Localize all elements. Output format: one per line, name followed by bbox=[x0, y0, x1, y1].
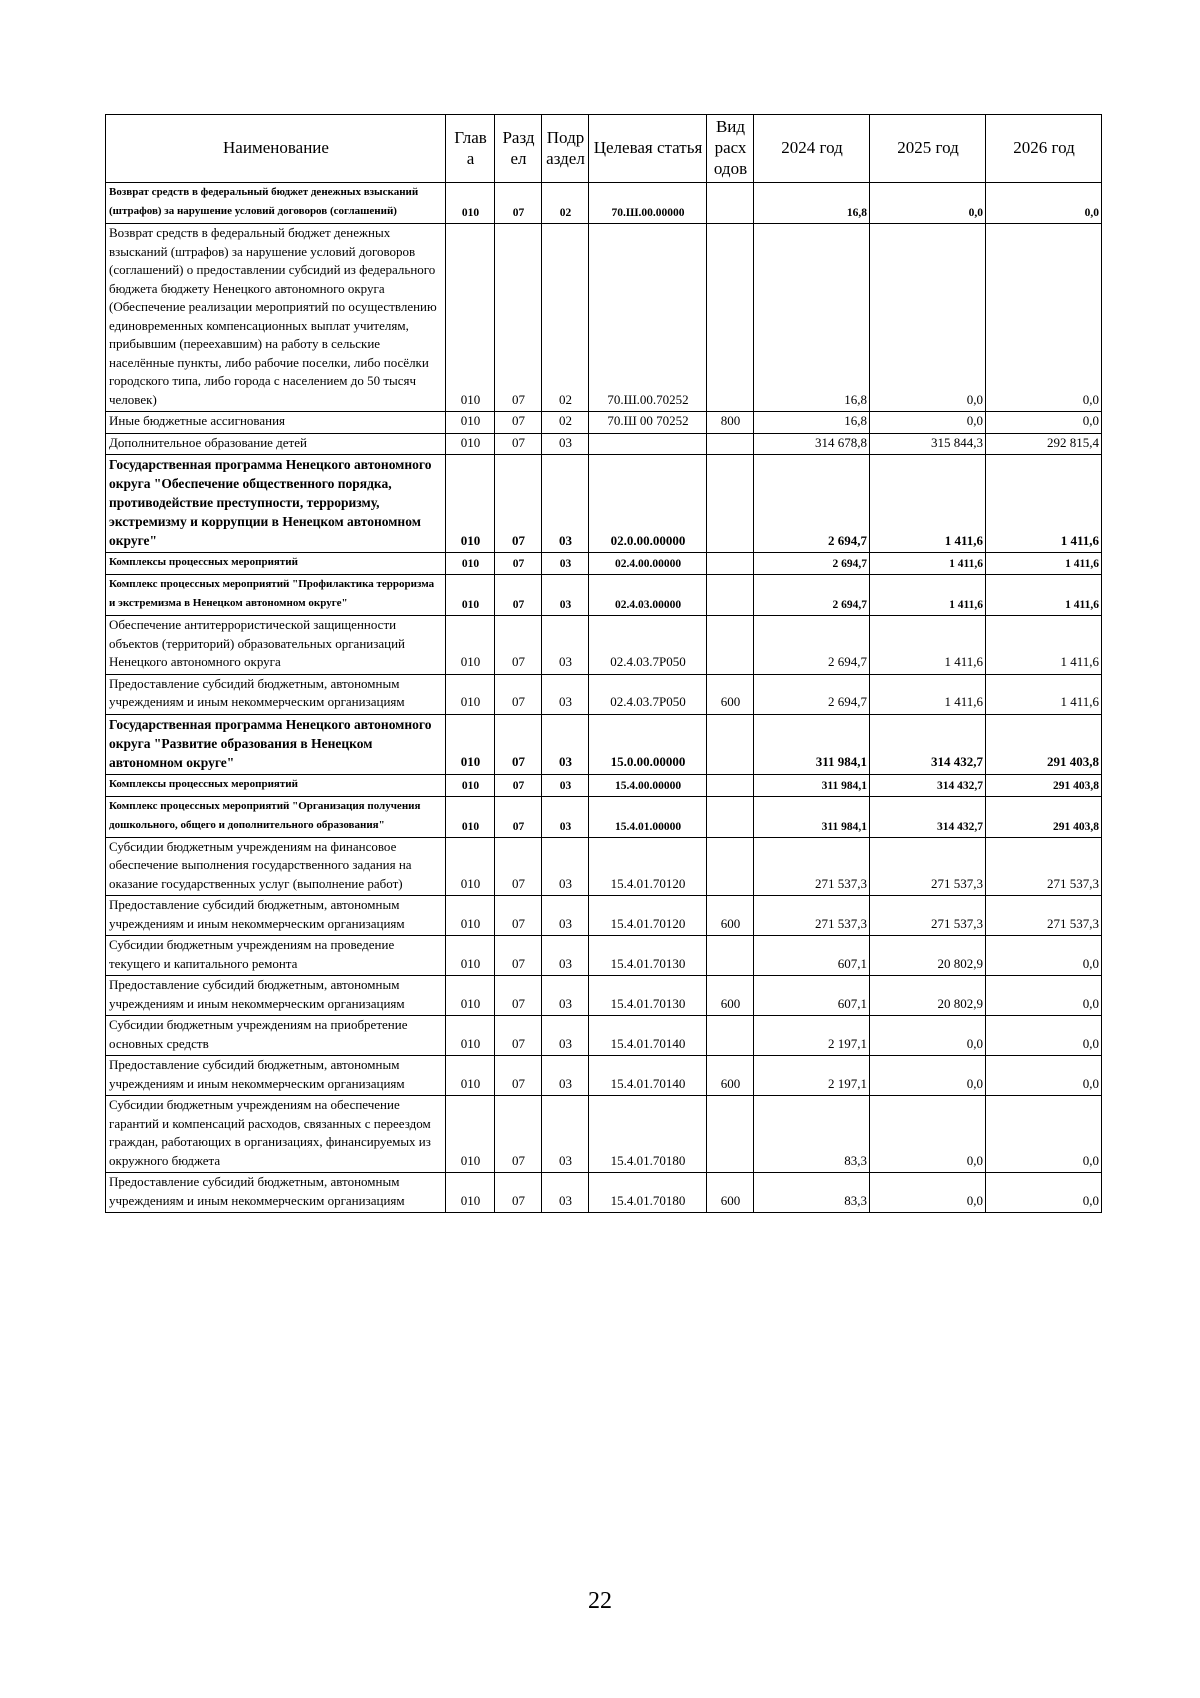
cell-statya: 02.4.03.00000 bbox=[589, 575, 707, 616]
cell-2026: 0,0 bbox=[986, 1016, 1102, 1056]
page-number: 22 bbox=[588, 1588, 612, 1614]
table-row bbox=[106, 183, 1102, 224]
cell-podrazdel: 03 bbox=[542, 1173, 589, 1213]
header-2025: 2025 год bbox=[870, 115, 986, 183]
cell-2024: 2 694,7 bbox=[754, 575, 870, 616]
cell-podrazdel: 03 bbox=[542, 1016, 589, 1056]
cell-razdel: 07 bbox=[495, 183, 542, 224]
cell-vid bbox=[707, 774, 754, 796]
cell-2025: 271 537,3 bbox=[870, 837, 986, 896]
header-razdel: Разд ел bbox=[495, 115, 542, 183]
cell-2025: 315 844,3 bbox=[870, 433, 986, 455]
table-row bbox=[106, 455, 1102, 553]
cell-glava: 010 bbox=[446, 714, 495, 774]
cell-podrazdel: 03 bbox=[542, 553, 589, 575]
table-row bbox=[106, 936, 1102, 976]
cell-name: Предоставление субсидий бюджетным, автономным учреждениям и иным некоммерческим организациям bbox=[106, 674, 446, 714]
cell-2024: 2 197,1 bbox=[754, 1056, 870, 1096]
cell-vid: 600 bbox=[707, 1173, 754, 1213]
cell-vid bbox=[707, 796, 754, 837]
cell-glava: 010 bbox=[446, 896, 495, 936]
cell-vid: 600 bbox=[707, 976, 754, 1016]
cell-glava: 010 bbox=[446, 183, 495, 224]
cell-podrazdel: 02 bbox=[542, 183, 589, 224]
table-row bbox=[106, 224, 1102, 412]
table-row bbox=[106, 1016, 1102, 1056]
cell-2025: 314 432,7 bbox=[870, 796, 986, 837]
cell-name: Комплекс процессных мероприятий "Организация получения дошкольного, общего и дополнительного образования" bbox=[106, 796, 446, 837]
cell-name: Предоставление субсидий бюджетным, автономным учреждениям и иным некоммерческим организациям bbox=[106, 976, 446, 1016]
cell-2025: 20 802,9 bbox=[870, 936, 986, 976]
cell-2026: 0,0 bbox=[986, 976, 1102, 1016]
table-row bbox=[106, 412, 1102, 434]
cell-2026: 1 411,6 bbox=[986, 553, 1102, 575]
table-row bbox=[106, 433, 1102, 455]
cell-vid bbox=[707, 1016, 754, 1056]
cell-2026: 0,0 bbox=[986, 936, 1102, 976]
cell-2024: 16,8 bbox=[754, 224, 870, 412]
cell-name: Предоставление субсидий бюджетным, автономным учреждениям и иным некоммерческим организациям bbox=[106, 896, 446, 936]
cell-razdel: 07 bbox=[495, 224, 542, 412]
cell-name: Государственная программа Ненецкого автономного округа "Развитие образования в Ненецком автономном округе" bbox=[106, 714, 446, 774]
cell-razdel: 07 bbox=[495, 412, 542, 434]
cell-razdel: 07 bbox=[495, 674, 542, 714]
cell-glava: 010 bbox=[446, 774, 495, 796]
cell-2026: 0,0 bbox=[986, 1096, 1102, 1173]
header-name: Наименование bbox=[106, 115, 446, 183]
cell-glava: 010 bbox=[446, 616, 495, 675]
cell-2026: 1 411,6 bbox=[986, 455, 1102, 553]
cell-razdel: 07 bbox=[495, 1016, 542, 1056]
cell-name: Государственная программа Ненецкого автономного округа "Обеспечение общественного порядка, противодействие преступности, терроризму, экстремизму и коррупции в Ненецком автономном округе" bbox=[106, 455, 446, 553]
cell-name: Субсидии бюджетным учреждениям на обеспечение гарантий и компенсаций расходов, связанных с переездом граждан, работающих в организациях, финансируемых из окружного бюджета bbox=[106, 1096, 446, 1173]
budget-table bbox=[105, 114, 1102, 1213]
cell-2026: 1 411,6 bbox=[986, 674, 1102, 714]
cell-name: Возврат средств в федеральный бюджет денежных взысканий (штрафов) за нарушение условий договоров (соглашений) о предоставлении субсидий из федерального бюджета бюджету Ненецкого автономного округа (Обеспечение реализации мероприятий по осуществлению единовременных компенсационных выплат учителям, прибывшим (переехавшим) на работу в сельские населённые пункты, либо рабочие поселки, либо посёлки городского типа, либо города с населением до 50 тысяч человек) bbox=[106, 224, 446, 412]
cell-vid bbox=[707, 183, 754, 224]
cell-statya: 70.Ш.00.00000 bbox=[589, 183, 707, 224]
cell-podrazdel: 02 bbox=[542, 412, 589, 434]
cell-2026: 0,0 bbox=[986, 224, 1102, 412]
cell-glava: 010 bbox=[446, 224, 495, 412]
cell-2024: 311 984,1 bbox=[754, 774, 870, 796]
cell-razdel: 07 bbox=[495, 796, 542, 837]
cell-glava: 010 bbox=[446, 936, 495, 976]
table-row bbox=[106, 1056, 1102, 1096]
cell-vid: 600 bbox=[707, 674, 754, 714]
cell-statya: 02.4.03.7Р050 bbox=[589, 616, 707, 675]
cell-name: Субсидии бюджетным учреждениям на финансовое обеспечение выполнения государственного задания на оказание государственных услуг (выполнение работ) bbox=[106, 837, 446, 896]
cell-2025: 1 411,6 bbox=[870, 553, 986, 575]
cell-2024: 2 694,7 bbox=[754, 674, 870, 714]
cell-vid bbox=[707, 1096, 754, 1173]
cell-vid bbox=[707, 714, 754, 774]
cell-vid bbox=[707, 616, 754, 675]
cell-vid bbox=[707, 224, 754, 412]
cell-name: Предоставление субсидий бюджетным, автономным учреждениям и иным некоммерческим организациям bbox=[106, 1173, 446, 1213]
cell-2026: 292 815,4 bbox=[986, 433, 1102, 455]
cell-2025: 0,0 bbox=[870, 1096, 986, 1173]
header-2024: 2024 год bbox=[754, 115, 870, 183]
cell-2025: 314 432,7 bbox=[870, 714, 986, 774]
cell-name: Возврат средств в федеральный бюджет денежных взысканий (штрафов) за нарушение условий договоров (соглашений) bbox=[106, 183, 446, 224]
cell-2024: 2 694,7 bbox=[754, 455, 870, 553]
cell-2024: 607,1 bbox=[754, 936, 870, 976]
cell-glava: 010 bbox=[446, 976, 495, 1016]
cell-razdel: 07 bbox=[495, 774, 542, 796]
cell-statya: 15.4.01.00000 bbox=[589, 796, 707, 837]
cell-statya: 15.4.01.70120 bbox=[589, 837, 707, 896]
cell-statya: 02.4.00.00000 bbox=[589, 553, 707, 575]
cell-podrazdel: 03 bbox=[542, 674, 589, 714]
cell-2025: 1 411,6 bbox=[870, 616, 986, 675]
cell-2024: 311 984,1 bbox=[754, 796, 870, 837]
cell-2025: 20 802,9 bbox=[870, 976, 986, 1016]
cell-2025: 0,0 bbox=[870, 412, 986, 434]
cell-statya: 15.4.01.70140 bbox=[589, 1016, 707, 1056]
cell-2024: 271 537,3 bbox=[754, 896, 870, 936]
table-row bbox=[106, 674, 1102, 714]
cell-statya: 15.4.01.70180 bbox=[589, 1096, 707, 1173]
cell-razdel: 07 bbox=[495, 1056, 542, 1096]
cell-name: Комплексы процессных мероприятий bbox=[106, 774, 446, 796]
cell-vid bbox=[707, 837, 754, 896]
cell-glava: 010 bbox=[446, 553, 495, 575]
cell-2025: 0,0 bbox=[870, 1173, 986, 1213]
cell-statya: 15.4.01.70120 bbox=[589, 896, 707, 936]
cell-statya: 15.4.01.70140 bbox=[589, 1056, 707, 1096]
cell-vid bbox=[707, 553, 754, 575]
cell-2025: 314 432,7 bbox=[870, 774, 986, 796]
cell-razdel: 07 bbox=[495, 433, 542, 455]
cell-2026: 1 411,6 bbox=[986, 575, 1102, 616]
cell-podrazdel: 03 bbox=[542, 796, 589, 837]
table-header-row bbox=[106, 115, 1102, 183]
table-row bbox=[106, 837, 1102, 896]
cell-glava: 010 bbox=[446, 575, 495, 616]
cell-2026: 0,0 bbox=[986, 1173, 1102, 1213]
cell-2025: 1 411,6 bbox=[870, 575, 986, 616]
cell-vid bbox=[707, 455, 754, 553]
cell-podrazdel: 03 bbox=[542, 896, 589, 936]
cell-2025: 0,0 bbox=[870, 224, 986, 412]
header-podrazdel: Подр аздел bbox=[542, 115, 589, 183]
cell-razdel: 07 bbox=[495, 575, 542, 616]
cell-razdel: 07 bbox=[495, 837, 542, 896]
cell-2025: 1 411,6 bbox=[870, 674, 986, 714]
table-row bbox=[106, 896, 1102, 936]
cell-statya: 70.Ш.00.70252 bbox=[589, 224, 707, 412]
header-glava: Глав а bbox=[446, 115, 495, 183]
cell-statya: 70.Ш 00 70252 bbox=[589, 412, 707, 434]
cell-2026: 271 537,3 bbox=[986, 896, 1102, 936]
cell-podrazdel: 03 bbox=[542, 1096, 589, 1173]
cell-podrazdel: 03 bbox=[542, 774, 589, 796]
table-row bbox=[106, 976, 1102, 1016]
cell-2026: 271 537,3 bbox=[986, 837, 1102, 896]
table-row bbox=[106, 553, 1102, 575]
cell-glava: 010 bbox=[446, 674, 495, 714]
cell-2026: 0,0 bbox=[986, 412, 1102, 434]
table-row bbox=[106, 1173, 1102, 1213]
cell-name: Обеспечение антитеррористической защищенности объектов (территорий) образовательных организаций Ненецкого автономного округа bbox=[106, 616, 446, 675]
cell-2025: 271 537,3 bbox=[870, 896, 986, 936]
cell-glava: 010 bbox=[446, 1016, 495, 1056]
cell-vid: 600 bbox=[707, 896, 754, 936]
table-row bbox=[106, 575, 1102, 616]
cell-2025: 0,0 bbox=[870, 1056, 986, 1096]
cell-2024: 311 984,1 bbox=[754, 714, 870, 774]
cell-name: Дополнительное образование детей bbox=[106, 433, 446, 455]
cell-name: Комплексы процессных мероприятий bbox=[106, 553, 446, 575]
cell-statya: 15.4.01.70130 bbox=[589, 976, 707, 1016]
cell-razdel: 07 bbox=[495, 714, 542, 774]
table-row bbox=[106, 796, 1102, 837]
cell-glava: 010 bbox=[446, 412, 495, 434]
cell-podrazdel: 03 bbox=[542, 1056, 589, 1096]
cell-vid: 800 bbox=[707, 412, 754, 434]
cell-name: Комплекс процессных мероприятий "Профилактика терроризма и экстремизма в Ненецком автономном округе" bbox=[106, 575, 446, 616]
cell-2025: 0,0 bbox=[870, 1016, 986, 1056]
cell-glava: 010 bbox=[446, 1096, 495, 1173]
cell-2024: 16,8 bbox=[754, 412, 870, 434]
cell-razdel: 07 bbox=[495, 1096, 542, 1173]
cell-name: Предоставление субсидий бюджетным, автономным учреждениям и иным некоммерческим организациям bbox=[106, 1056, 446, 1096]
cell-2024: 607,1 bbox=[754, 976, 870, 1016]
header-vid: Вид расх одов bbox=[707, 115, 754, 183]
table-row bbox=[106, 616, 1102, 675]
cell-2026: 291 403,8 bbox=[986, 714, 1102, 774]
cell-razdel: 07 bbox=[495, 1173, 542, 1213]
cell-podrazdel: 03 bbox=[542, 976, 589, 1016]
cell-2024: 83,3 bbox=[754, 1096, 870, 1173]
cell-2024: 314 678,8 bbox=[754, 433, 870, 455]
cell-vid bbox=[707, 433, 754, 455]
cell-glava: 010 bbox=[446, 455, 495, 553]
header-statya: Целевая статья bbox=[589, 115, 707, 183]
cell-vid bbox=[707, 575, 754, 616]
cell-podrazdel: 03 bbox=[542, 714, 589, 774]
cell-statya bbox=[589, 433, 707, 455]
cell-2025: 0,0 bbox=[870, 183, 986, 224]
cell-podrazdel: 03 bbox=[542, 837, 589, 896]
cell-statya: 02.4.03.7Р050 bbox=[589, 674, 707, 714]
cell-name: Иные бюджетные ассигнования bbox=[106, 412, 446, 434]
cell-glava: 010 bbox=[446, 1173, 495, 1213]
cell-2024: 2 197,1 bbox=[754, 1016, 870, 1056]
cell-2026: 0,0 bbox=[986, 1056, 1102, 1096]
cell-2024: 2 694,7 bbox=[754, 553, 870, 575]
header-2026: 2026 год bbox=[986, 115, 1102, 183]
cell-glava: 010 bbox=[446, 837, 495, 896]
cell-podrazdel: 03 bbox=[542, 455, 589, 553]
cell-statya: 15.4.01.70180 bbox=[589, 1173, 707, 1213]
cell-2024: 271 537,3 bbox=[754, 837, 870, 896]
table-row bbox=[106, 714, 1102, 774]
cell-name: Субсидии бюджетным учреждениям на приобретение основных средств bbox=[106, 1016, 446, 1056]
cell-glava: 010 bbox=[446, 796, 495, 837]
cell-2025: 1 411,6 bbox=[870, 455, 986, 553]
cell-podrazdel: 03 bbox=[542, 575, 589, 616]
cell-razdel: 07 bbox=[495, 936, 542, 976]
table-row bbox=[106, 1096, 1102, 1173]
cell-podrazdel: 03 bbox=[542, 616, 589, 675]
cell-statya: 02.0.00.00000 bbox=[589, 455, 707, 553]
cell-razdel: 07 bbox=[495, 553, 542, 575]
cell-name: Субсидии бюджетным учреждениям на проведение текущего и капитального ремонта bbox=[106, 936, 446, 976]
cell-statya: 15.4.00.00000 bbox=[589, 774, 707, 796]
cell-glava: 010 bbox=[446, 433, 495, 455]
cell-2026: 291 403,8 bbox=[986, 774, 1102, 796]
cell-2026: 291 403,8 bbox=[986, 796, 1102, 837]
cell-razdel: 07 bbox=[495, 455, 542, 553]
cell-razdel: 07 bbox=[495, 896, 542, 936]
cell-2024: 2 694,7 bbox=[754, 616, 870, 675]
table-row bbox=[106, 774, 1102, 796]
cell-razdel: 07 bbox=[495, 616, 542, 675]
cell-podrazdel: 03 bbox=[542, 433, 589, 455]
cell-statya: 15.4.01.70130 bbox=[589, 936, 707, 976]
cell-podrazdel: 03 bbox=[542, 936, 589, 976]
cell-podrazdel: 02 bbox=[542, 224, 589, 412]
cell-razdel: 07 bbox=[495, 976, 542, 1016]
cell-2026: 0,0 bbox=[986, 183, 1102, 224]
cell-vid bbox=[707, 936, 754, 976]
cell-vid: 600 bbox=[707, 1056, 754, 1096]
cell-2024: 83,3 bbox=[754, 1173, 870, 1213]
cell-statya: 15.0.00.00000 bbox=[589, 714, 707, 774]
cell-2026: 1 411,6 bbox=[986, 616, 1102, 675]
cell-glava: 010 bbox=[446, 1056, 495, 1096]
cell-2024: 16,8 bbox=[754, 183, 870, 224]
